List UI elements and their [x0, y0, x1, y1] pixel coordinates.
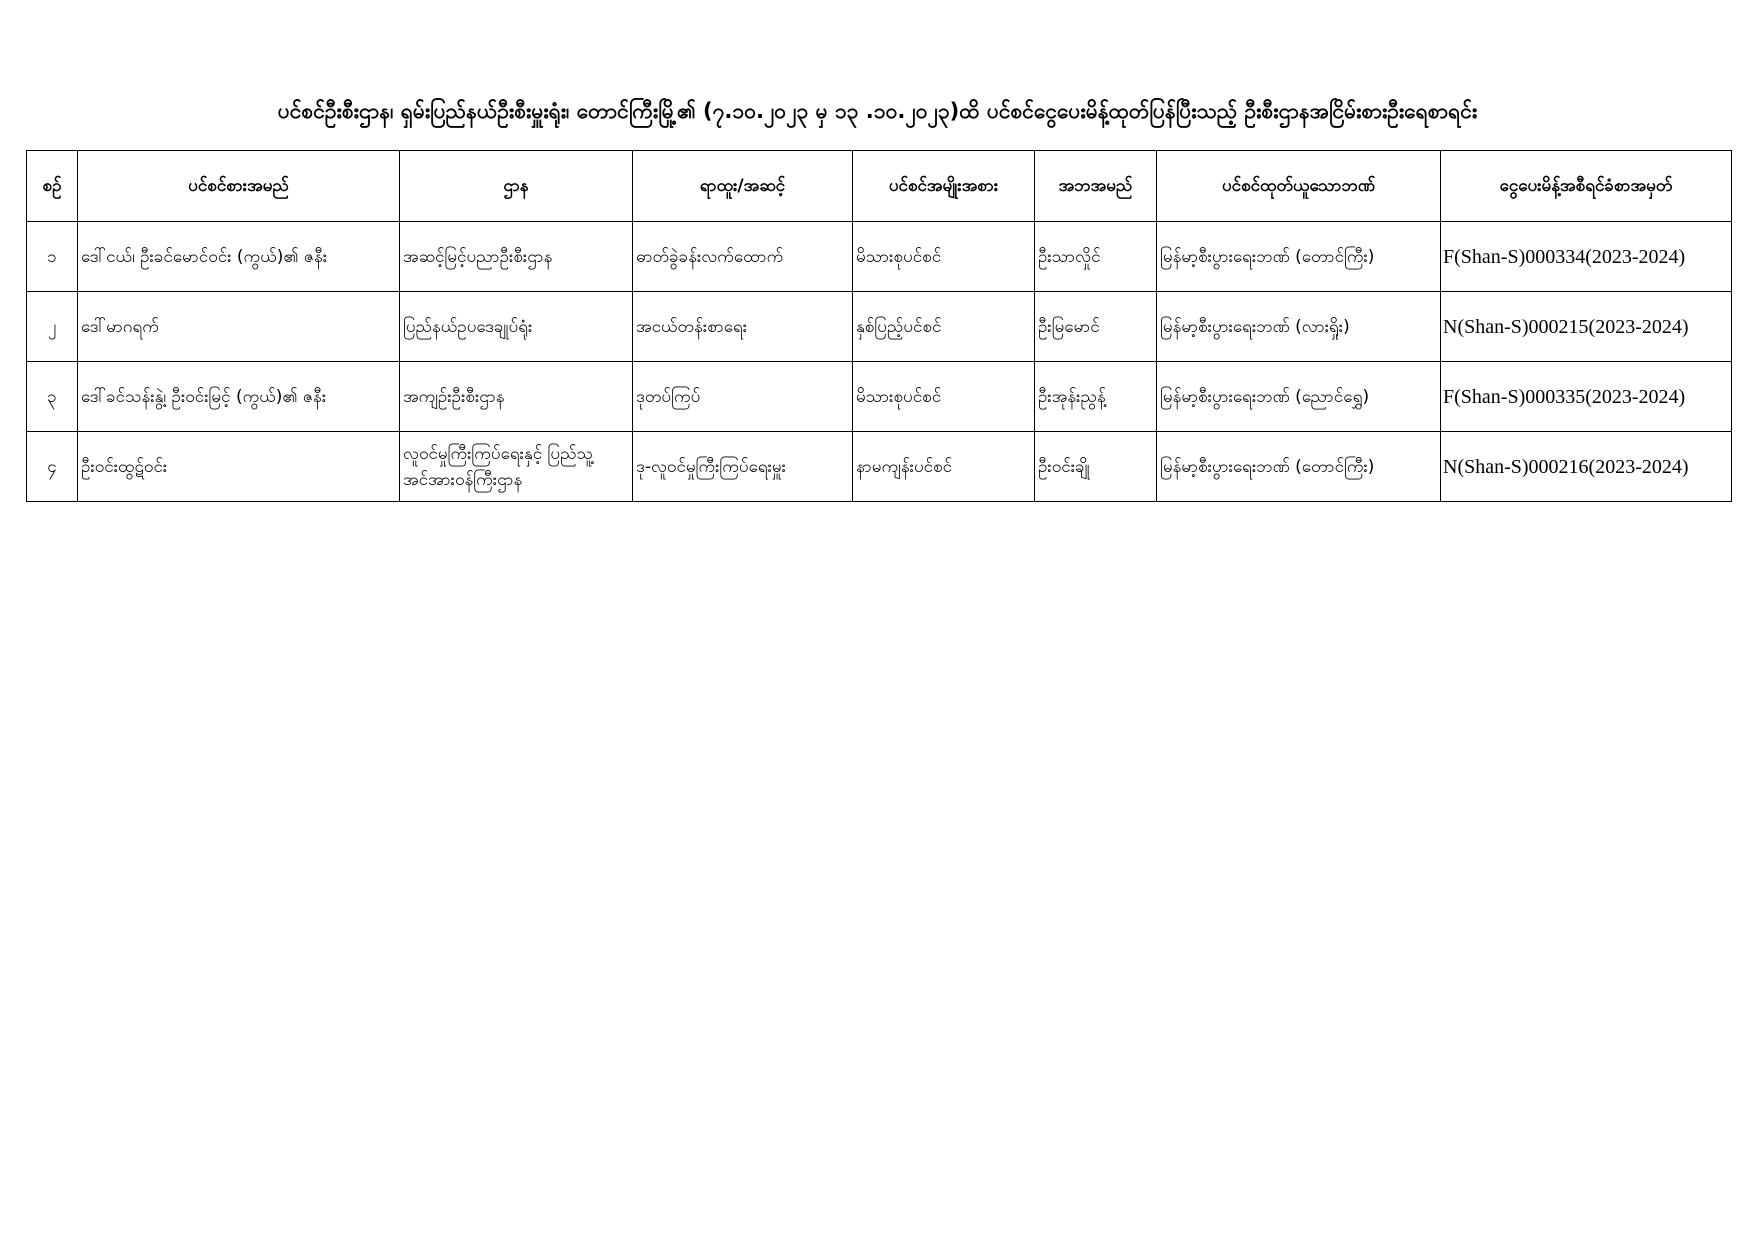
header-pension-type: ပင်စင်အမျိုးအစား [853, 151, 1035, 222]
cell-bank: မြန်မာ့စီးပွားရေးဘဏ် (ညောင်ရွှေ) [1157, 362, 1441, 432]
header-bank: ပင်စင်ထုတ်ယူသောဘဏ် [1157, 151, 1441, 222]
cell-father-name: ဦးဝင်းချို [1035, 432, 1157, 502]
cell-rank: ဓာတ်ခွဲခန်းလက်ထောက် [633, 222, 853, 292]
header-serial-number: စဉ် [27, 151, 78, 222]
cell-bank: မြန်မာ့စီးပွားရေးဘဏ် (တောင်ကြီး) [1157, 222, 1441, 292]
cell-bank: မြန်မာ့စီးပွားရေးဘဏ် (တောင်ကြီး) [1157, 432, 1441, 502]
table-row [27, 292, 1732, 362]
cell-bank: မြန်မာ့စီးပွားရေးဘဏ် (လားရှိုး) [1157, 292, 1441, 362]
table-row [27, 432, 1732, 502]
header-department: ဌာန [400, 151, 633, 222]
cell-rank: ဒုတပ်ကြပ် [633, 362, 853, 432]
cell-pensioner-name: ဦးဝင်းထွဋ်ဝင်း [78, 432, 400, 502]
header-pensioner-name: ပင်စင်စားအမည် [78, 151, 400, 222]
pension-table [26, 150, 1732, 502]
cell-department: အကျဉ်းဦးစီးဌာန [400, 362, 633, 432]
cell-pension-type: မိသားစုပင်စင် [853, 222, 1035, 292]
cell-pensioner-name: ဒေါ်ငယ်၊ ဦးခင်မောင်ဝင်း (ကွယ်)၏ ဇနီး [78, 222, 400, 292]
cell-pensioner-name: ဒေါ်မာဂရက် [78, 292, 400, 362]
cell-father-name: ဦးသာလှိုင် [1035, 222, 1157, 292]
table-header-row [27, 151, 1732, 222]
cell-order-number: N(Shan-S)000215(2023-2024) [1441, 292, 1732, 362]
cell-serial-number: ၃ [27, 362, 78, 432]
header-father-name: အဘအမည် [1035, 151, 1157, 222]
cell-serial-number: ၂ [27, 292, 78, 362]
cell-pension-type: နှစ်ပြည့်ပင်စင် [853, 292, 1035, 362]
cell-father-name: ဦးမြမောင် [1035, 292, 1157, 362]
cell-order-number: F(Shan-S)000335(2023-2024) [1441, 362, 1732, 432]
header-order-number: ငွေပေးမိန့်အစီရင်ခံစာအမှတ် [1441, 151, 1732, 222]
cell-pension-type: မိသားစုပင်စင် [853, 362, 1035, 432]
cell-serial-number: ၁ [27, 222, 78, 292]
cell-order-number: N(Shan-S)000216(2023-2024) [1441, 432, 1732, 502]
cell-pension-type: နာမကျန်းပင်စင် [853, 432, 1035, 502]
header-rank: ရာထူး/အဆင့် [633, 151, 853, 222]
cell-father-name: ဦးအုန်းညွန့် [1035, 362, 1157, 432]
cell-department: ပြည်နယ်ဥပဒေချုပ်ရုံး [400, 292, 633, 362]
table-row [27, 362, 1732, 432]
cell-department: အဆင့်မြင့်ပညာဦးစီးဌာန [400, 222, 633, 292]
cell-serial-number: ၄ [27, 432, 78, 502]
cell-rank: ဒု-လူဝင်မှုကြီးကြပ်ရေးမှူး [633, 432, 853, 502]
cell-order-number: F(Shan-S)000334(2023-2024) [1441, 222, 1732, 292]
page-title: ပင်စင်ဦးစီးဌာန၊ ရှမ်းပြည်နယ်ဦးစီးမှူးရုံး၊ တောင်ကြီးမြို့၏ (၇.၁၀.၂၀၂၃ မှ ၁၃ .၁၀.၂၀၂၃)ထိ ပင်စင်ငွေပေးမိန့်ထုတ်ပြန်ပြီးသည့် ဦးစီးဌာနအငြိမ်းစားဦးရေစာရင်း [277, 99, 1478, 123]
cell-pensioner-name: ဒေါ်ခင်သန်းနွဲ့၊ ဦးဝင်းမြင့် (ကွယ်)၏ ဇနီး [78, 362, 400, 432]
table-row [27, 222, 1732, 292]
cell-department: လူဝင်မှုကြီးကြပ်ရေးနှင့် ပြည်သူ့အင်အားဝန်ကြီးဌာန [400, 432, 633, 502]
cell-rank: အငယ်တန်းစာရေး [633, 292, 853, 362]
